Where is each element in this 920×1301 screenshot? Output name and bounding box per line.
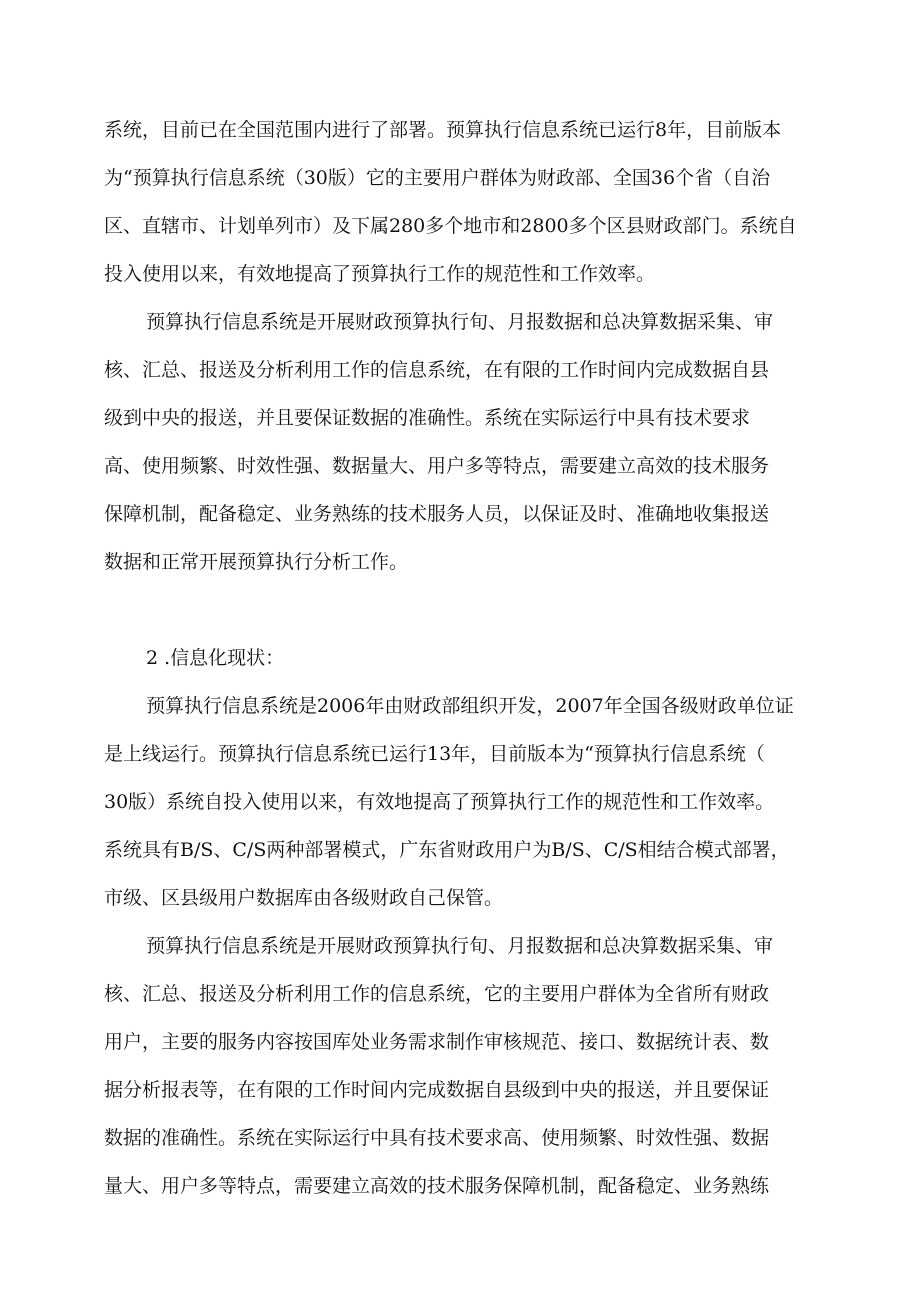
p4-line-1: 预算执行信息系统是开展财政预算执行旬、月报数据和总决算数据采集、审 [146,935,774,957]
p1-line-4: 投入使用以来，有效地提高了预算执行工作的规范性和工作效率。 [104,263,656,285]
p3-line-3: 30版）系统自投入使用以来，有效地提高了预算执行工作的规范性和工作效率。 [104,791,775,813]
p4-line-4: 据分析报表等，在有限的工作时间内完成数据自县级到中央的报送，并且要保证 [104,1079,770,1101]
p4-line-6: 量大、用户多等特点，需要建立高效的技术服务保障机制，配备稳定、业务熟练 [104,1175,770,1197]
p3-line-1: 预算执行信息系统是2006年由财政部组织开发，2007年全国各级财政单位证 [146,695,794,717]
section-heading: 2 .信息化现状： [146,647,285,669]
p1-line-2: 为“预算执行信息系统（30版）它的主要用户群体为财政部、全国36个省（自治 [104,167,771,189]
p4-line-2: 核、汇总、报送及分析利用工作的信息系统，它的主要用户群体为全省所有财政 [104,983,770,1005]
p2-line-1: 预算执行信息系统是开展财政预算执行旬、月报数据和总决算数据采集、审 [146,311,774,333]
p1-line-3: 区、直辖市、计划单列市）及下属280多个地市和2800多个区县财政部门。系统自 [104,215,797,237]
p2-line-5: 保障机制，配备稳定、业务熟练的技术服务人员，以保证及时、准确地收集报送 [104,503,770,525]
p2-line-2: 核、汇总、报送及分析利用工作的信息系统，在有限的工作时间内完成数据自县 [104,359,770,381]
p2-line-6: 数据和正常开展预算执行分析工作。 [104,551,409,573]
p2-line-3: 级到中央的报送，并且要保证数据的准确性。系统在实际运行中具有技术要求 [104,407,751,429]
p3-line-5: 市级、区县级用户数据库由各级财政自己保管。 [104,887,504,909]
p2-line-4: 高、使用频繁、时效性强、数据量大、用户多等特点，需要建立高效的技术服务 [104,455,770,477]
p4-line-5: 数据的准确性。系统在实际运行中具有技术要求高、使用频繁、时效性强、数据 [104,1127,770,1149]
p3-line-4: 系统具有B/S、C/S两种部署模式，广东省财政用户为B/S、C/S相结合模式部署， [104,839,790,861]
p4-line-3: 用户，主要的服务内容按国库处业务需求制作审核规范、接口、数据统计表、数 [104,1031,770,1053]
p3-line-2: 是上线运行。预算执行信息系统已运行13年，目前版本为“预算执行信息系统（ [104,743,765,765]
p1-line-1: 系统，目前已在全国范围内进行了部署。预算执行信息系统已运行8年，目前版本 [104,119,782,141]
